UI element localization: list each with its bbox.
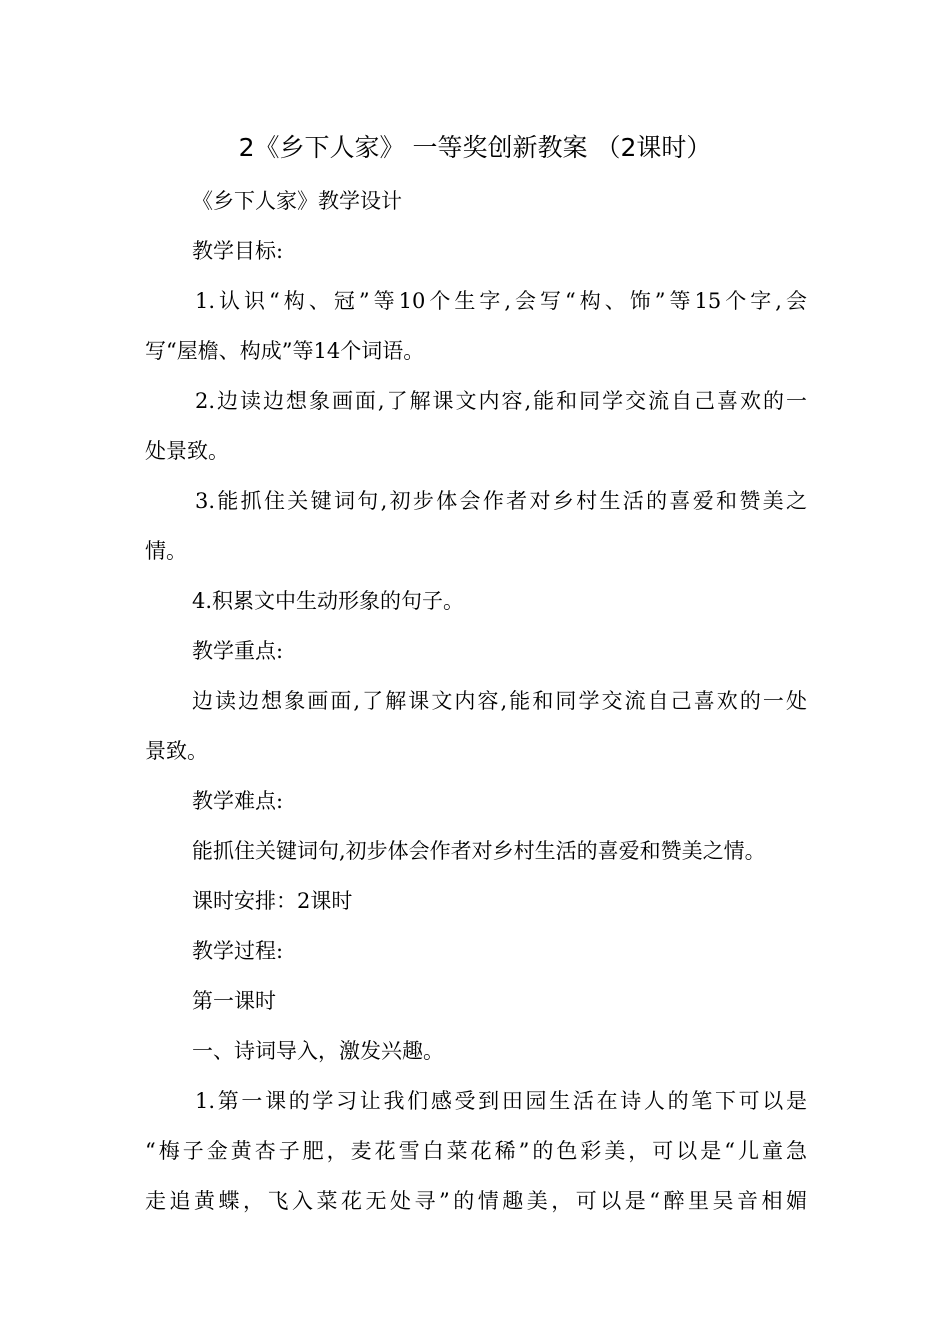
key-points-line-2: 景致。	[145, 739, 208, 763]
document-title: 2《乡下人家》 一等奖创新教案 （2课时）	[238, 133, 712, 162]
objective-1-line-1: 1.认识“构、冠”等10个生字,会写“构、饰”等15个字,会	[195, 289, 807, 313]
paragraph-line-1: 1.第一课的学习让我们感受到田园生活在诗人的笔下可以是	[195, 1089, 807, 1113]
section-heading-difficulties: 教学难点:	[192, 789, 284, 813]
section-heading-process: 教学过程:	[192, 939, 284, 963]
objective-4: 4.积累文中生动形象的句子。	[192, 589, 465, 613]
difficulties-text: 能抓住关键词句,初步体会作者对乡村生活的喜爱和赞美之情。	[192, 839, 766, 863]
step-one-heading: 一、诗词导入，激发兴趣。	[192, 1039, 444, 1063]
section-heading-key-points: 教学重点:	[192, 639, 284, 663]
objective-3-line-1: 3.能抓住关键词句,初步体会作者对乡村生活的喜爱和赞美之	[195, 489, 807, 513]
paragraph-line-2: “梅子金黄杏子肥，麦花雪白菜花稀”的色彩美，可以是“儿童急	[145, 1139, 807, 1163]
objective-2-line-2: 处景致。	[145, 439, 229, 463]
objective-3-line-2: 情。	[145, 539, 187, 563]
objective-1-line-2: 写“屋檐、构成”等14个词语。	[145, 339, 425, 363]
section-heading-objectives: 教学目标:	[192, 239, 284, 263]
key-points-line-1: 边读边想象画面,了解课文内容,能和同学交流自己喜欢的一处	[192, 689, 807, 713]
objective-2-line-1: 2.边读边想象画面,了解课文内容,能和同学交流自己喜欢的一	[195, 389, 807, 413]
paragraph-line-3: 走追黄蝶，飞入菜花无处寻”的情趣美，可以是“醉里吴音相媚	[145, 1189, 807, 1213]
schedule-line: 课时安排：2课时	[192, 889, 353, 913]
subtitle-line: 《乡下人家》教学设计	[192, 189, 402, 213]
lesson-one-heading: 第一课时	[192, 989, 276, 1013]
